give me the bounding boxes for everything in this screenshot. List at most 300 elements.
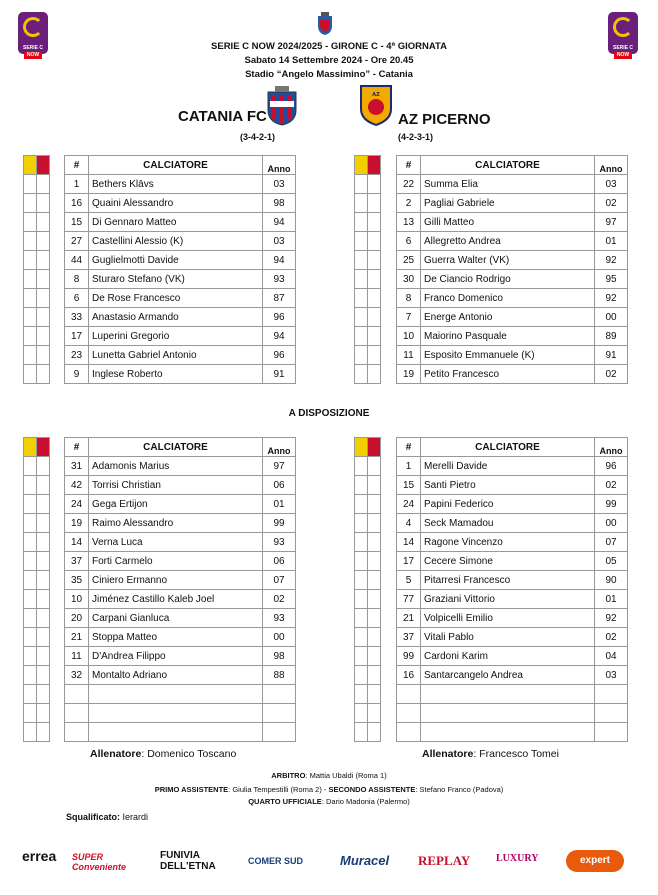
table-row: [65, 647, 296, 666]
yellow-card-cell: [355, 213, 368, 232]
player-number: 33: [65, 308, 89, 327]
yellow-card-cell: [355, 552, 368, 571]
yellow-card-cell: [24, 270, 37, 289]
player-number: 17: [397, 552, 421, 571]
yellow-card-cell: [24, 457, 37, 476]
player-number: 11: [65, 647, 89, 666]
player-name: Carpani Gianluca: [89, 609, 263, 628]
player-header: CALCIATORE: [421, 156, 595, 175]
player-year: 07: [263, 571, 296, 590]
player-name: [89, 723, 263, 742]
player-name: [421, 723, 595, 742]
player-name: Quaini Alessandro: [89, 194, 263, 213]
red-card-cell: [37, 327, 50, 346]
player-name: Jiménez Castillo Kaleb Joel: [89, 590, 263, 609]
red-card-cell: [37, 194, 50, 213]
player-year: 97: [595, 213, 628, 232]
home-coach-label: Allenatore: [90, 748, 142, 760]
player-year: 00: [263, 628, 296, 647]
player-name: Allegretto Andrea: [421, 232, 595, 251]
yellow-card-cell: [355, 628, 368, 647]
red-card-cell: [37, 251, 50, 270]
table-row: [65, 289, 296, 308]
card-row: [355, 628, 381, 647]
card-row: [355, 308, 381, 327]
player-number: 20: [65, 609, 89, 628]
player-name: Esposito Emmanuele (K): [421, 346, 595, 365]
player-year: 91: [595, 346, 628, 365]
player-year: 89: [595, 327, 628, 346]
yellow-card-cell: [355, 704, 368, 723]
player-year: 01: [263, 495, 296, 514]
card-row: [24, 175, 50, 194]
player-year: 92: [595, 289, 628, 308]
card-row: [24, 533, 50, 552]
yellow-card-icon: [355, 438, 368, 457]
table-row: [65, 270, 296, 289]
player-name: Petito Francesco: [421, 365, 595, 384]
table-row: [397, 552, 628, 571]
yellow-card-cell: [24, 533, 37, 552]
player-name: De Rose Francesco: [89, 289, 263, 308]
player-number: 37: [397, 628, 421, 647]
player-number: 16: [397, 666, 421, 685]
player-year: 99: [595, 495, 628, 514]
table-row: [65, 704, 296, 723]
table-row: [397, 289, 628, 308]
table-row: [397, 590, 628, 609]
num-header: #: [65, 438, 89, 457]
yellow-card-cell: [355, 457, 368, 476]
player-number: 42: [65, 476, 89, 495]
card-row: [355, 723, 381, 742]
table-row: [65, 514, 296, 533]
player-number: 13: [397, 213, 421, 232]
red-card-icon: [368, 438, 381, 457]
red-card-cell: [368, 533, 381, 552]
assistant2-name: Stefano Franco (Padova): [419, 785, 504, 794]
card-row: [355, 289, 381, 308]
player-number: 14: [397, 533, 421, 552]
player-number: 14: [65, 533, 89, 552]
red-card-cell: [368, 346, 381, 365]
suspended-label: Squalificato:: [66, 812, 121, 822]
player-name: Guglielmotti Davide: [89, 251, 263, 270]
yellow-card-cell: [24, 666, 37, 685]
player-number: 21: [397, 609, 421, 628]
card-row: [355, 571, 381, 590]
table-row: [397, 495, 628, 514]
home-subs-table: [64, 437, 296, 742]
player-year: 97: [263, 457, 296, 476]
player-name: Ragone Vincenzo: [421, 533, 595, 552]
player-year: [595, 685, 628, 704]
player-year: 01: [595, 590, 628, 609]
card-row: [24, 571, 50, 590]
yellow-card-cell: [24, 232, 37, 251]
card-row: [24, 438, 50, 457]
table-row: [397, 514, 628, 533]
player-number: 31: [65, 457, 89, 476]
card-row: [355, 647, 381, 666]
match-stadium: Stadio “Angelo Massimino” - Catania: [245, 69, 413, 80]
red-card-cell: [37, 213, 50, 232]
player-name: Gilli Matteo: [421, 213, 595, 232]
red-card-cell: [37, 685, 50, 704]
yellow-card-cell: [24, 175, 37, 194]
player-number: 10: [65, 590, 89, 609]
home-team-name: CATANIA FC: [178, 108, 267, 125]
player-year: 96: [595, 457, 628, 476]
home-formation: (3-4-2-1): [240, 132, 276, 142]
table-row: [65, 666, 296, 685]
red-card-cell: [368, 685, 381, 704]
yellow-card-cell: [355, 232, 368, 251]
table-row: [65, 723, 296, 742]
serie-c-logo-left: SERIE C NOW: [18, 12, 48, 54]
player-year: 94: [263, 213, 296, 232]
player-name: Montalto Adriano: [89, 666, 263, 685]
red-card-cell: [368, 213, 381, 232]
red-card-cell: [37, 289, 50, 308]
player-name: Inglese Roberto: [89, 365, 263, 384]
fourth-official-line: QUARTO UFFICIALE: Dario Madonia (Palermo): [248, 797, 410, 806]
red-card-cell: [37, 609, 50, 628]
player-name: Verna Luca: [89, 533, 263, 552]
yellow-card-cell: [355, 365, 368, 384]
red-card-cell: [37, 533, 50, 552]
player-number: 17: [65, 327, 89, 346]
yellow-card-cell: [24, 685, 37, 704]
player-year: 94: [263, 251, 296, 270]
player-name: Guerra Walter (VK): [421, 251, 595, 270]
table-row: [397, 571, 628, 590]
card-row: [24, 514, 50, 533]
card-row: [24, 365, 50, 384]
player-name: Di Gennaro Matteo: [89, 213, 263, 232]
player-year: [263, 723, 296, 742]
yellow-card-cell: [355, 647, 368, 666]
assistants-line: PRIMO ASSISTENTE: Giulia Tempestilli (Roma 2) - SECONDO ASSISTENTE: Stefano Franco (Padova): [154, 785, 504, 794]
table-row: [65, 552, 296, 571]
card-row: [355, 232, 381, 251]
red-card-cell: [37, 346, 50, 365]
table-row: [65, 232, 296, 251]
table-row: [65, 628, 296, 647]
player-name: Summa Elia: [421, 175, 595, 194]
player-number: 15: [65, 213, 89, 232]
player-year: 02: [595, 628, 628, 647]
card-row: [24, 704, 50, 723]
red-card-icon: [37, 156, 50, 175]
table-row: [397, 213, 628, 232]
player-number: 15: [397, 476, 421, 495]
yellow-card-cell: [355, 327, 368, 346]
red-card-cell: [368, 270, 381, 289]
yellow-card-cell: [24, 723, 37, 742]
player-number: [397, 723, 421, 742]
yellow-card-cell: [24, 590, 37, 609]
red-card-cell: [37, 365, 50, 384]
catania-crest-icon: [266, 86, 298, 126]
player-year: 99: [263, 514, 296, 533]
player-name: Lunetta Gabriel Antonio: [89, 346, 263, 365]
player-number: 4: [397, 514, 421, 533]
sponsor-muracel: Muracel: [340, 853, 390, 868]
player-year: 02: [263, 590, 296, 609]
red-card-cell: [37, 647, 50, 666]
player-year: 93: [263, 609, 296, 628]
red-card-cell: [368, 704, 381, 723]
card-row: [355, 327, 381, 346]
player-number: 19: [65, 514, 89, 533]
table-row: [397, 251, 628, 270]
card-row: [355, 514, 381, 533]
player-number: 25: [397, 251, 421, 270]
red-card-cell: [37, 704, 50, 723]
table-row: [397, 457, 628, 476]
yellow-card-cell: [355, 308, 368, 327]
table-row: [397, 647, 628, 666]
player-name: Sturaro Stefano (VK): [89, 270, 263, 289]
subs-title: A DISPOSIZIONE: [288, 408, 370, 419]
yellow-card-cell: [24, 251, 37, 270]
player-name: Castellini Alessio (K): [89, 232, 263, 251]
card-row: [355, 533, 381, 552]
card-row: [355, 438, 381, 457]
card-row: [24, 270, 50, 289]
red-card-cell: [37, 666, 50, 685]
player-year: 93: [263, 533, 296, 552]
player-name: Luperini Gregorio: [89, 327, 263, 346]
card-row: [355, 685, 381, 704]
player-name: Bethers Klāvs: [89, 175, 263, 194]
yellow-card-cell: [355, 723, 368, 742]
player-name: [421, 704, 595, 723]
table-row: [397, 609, 628, 628]
table-row: [397, 270, 628, 289]
table-row: [397, 476, 628, 495]
player-year: [263, 685, 296, 704]
player-name: Energe Antonio: [421, 308, 595, 327]
player-number: 23: [65, 346, 89, 365]
red-card-cell: [37, 476, 50, 495]
red-card-cell: [37, 514, 50, 533]
yellow-card-cell: [355, 495, 368, 514]
card-row: [24, 552, 50, 571]
card-row: [355, 552, 381, 571]
yellow-card-cell: [24, 213, 37, 232]
sponsor-replay: REPLAY: [418, 853, 471, 868]
away-subs-table: [396, 437, 628, 742]
player-name: [421, 685, 595, 704]
year-header: Anno: [595, 156, 628, 175]
player-year: 04: [595, 647, 628, 666]
player-number: 44: [65, 251, 89, 270]
card-row: [355, 156, 381, 175]
player-year: 96: [263, 346, 296, 365]
away-subs-cards: [354, 437, 381, 742]
yellow-card-cell: [24, 365, 37, 384]
player-number: 27: [65, 232, 89, 251]
svg-text:AZ: AZ: [372, 92, 380, 98]
match-title: SERIE C NOW 2024/2025 - GIRONE C - 4ª GIORNATA: [211, 41, 447, 52]
yellow-card-cell: [24, 571, 37, 590]
player-number: 16: [65, 194, 89, 213]
yellow-card-cell: [24, 628, 37, 647]
player-name: D'Andrea Filippo: [89, 647, 263, 666]
suspended-value: Ierardi: [122, 812, 149, 822]
player-header: CALCIATORE: [89, 438, 263, 457]
table-row: [397, 232, 628, 251]
table-row: [397, 175, 628, 194]
yellow-card-icon: [24, 438, 37, 457]
yellow-card-cell: [355, 609, 368, 628]
player-name: Franco Domenico: [421, 289, 595, 308]
table-row: [65, 685, 296, 704]
card-row: [24, 213, 50, 232]
player-name: Pitarresi Francesco: [421, 571, 595, 590]
red-card-cell: [368, 647, 381, 666]
sponsor-errea: errea: [22, 848, 57, 864]
table-row: [397, 533, 628, 552]
num-header: #: [397, 438, 421, 457]
card-row: [355, 590, 381, 609]
red-card-cell: [368, 289, 381, 308]
card-row: [24, 590, 50, 609]
player-year: [263, 704, 296, 723]
player-number: [65, 704, 89, 723]
card-row: [355, 251, 381, 270]
num-header: #: [397, 156, 421, 175]
match-datetime: Sabato 14 Settembre 2024 - Ore 20.45: [244, 55, 414, 66]
card-row: [355, 476, 381, 495]
player-year: 07: [595, 533, 628, 552]
card-row: [355, 609, 381, 628]
player-name: Torrisi Christian: [89, 476, 263, 495]
player-year: 91: [263, 365, 296, 384]
player-name: De Ciancio Rodrigo: [421, 270, 595, 289]
yellow-card-cell: [355, 175, 368, 194]
referee-line: ARBITRO: Mattia Ubaldi (Roma 1): [271, 771, 387, 780]
sponsor-superconveniente: SUPER Conveniente: [72, 852, 127, 872]
player-number: 5: [397, 571, 421, 590]
player-year: 05: [595, 552, 628, 571]
yellow-card-cell: [355, 194, 368, 213]
player-year: 92: [595, 609, 628, 628]
card-row: [355, 175, 381, 194]
away-coach-label: Allenatore: [422, 748, 474, 760]
player-header: CALCIATORE: [89, 156, 263, 175]
table-row: [397, 666, 628, 685]
table-row: [65, 327, 296, 346]
player-name: Cecere Simone: [421, 552, 595, 571]
card-row: [24, 289, 50, 308]
red-card-cell: [368, 495, 381, 514]
player-name: Raimo Alessandro: [89, 514, 263, 533]
card-row: [24, 457, 50, 476]
player-name: Anastasio Armando: [89, 308, 263, 327]
table-row: [397, 685, 628, 704]
yellow-card-cell: [355, 270, 368, 289]
red-card-cell: [368, 609, 381, 628]
card-row: [355, 346, 381, 365]
player-number: 35: [65, 571, 89, 590]
red-card-cell: [37, 175, 50, 194]
red-card-cell: [368, 251, 381, 270]
red-card-cell: [37, 552, 50, 571]
player-year: 88: [263, 666, 296, 685]
table-row: [397, 628, 628, 647]
red-card-cell: [368, 175, 381, 194]
yellow-card-cell: [355, 590, 368, 609]
yellow-card-cell: [24, 704, 37, 723]
player-number: 7: [397, 308, 421, 327]
player-number: [65, 723, 89, 742]
player-number: 24: [397, 495, 421, 514]
red-card-cell: [368, 308, 381, 327]
assistant1-name: Giulia Tempestilli (Roma 2): [232, 785, 322, 794]
sponsor-luxury: LUXURY: [496, 853, 539, 864]
home-starters-cards: [23, 155, 50, 384]
red-card-cell: [368, 457, 381, 476]
yellow-card-cell: [24, 346, 37, 365]
player-number: 1: [397, 457, 421, 476]
table-row: [65, 365, 296, 384]
red-card-cell: [37, 723, 50, 742]
card-row: [24, 723, 50, 742]
player-number: 30: [397, 270, 421, 289]
player-year: 01: [595, 232, 628, 251]
player-number: 77: [397, 590, 421, 609]
table-row: [397, 327, 628, 346]
player-year: [595, 704, 628, 723]
red-card-cell: [37, 457, 50, 476]
card-row: [355, 704, 381, 723]
player-name: Cardoni Karim: [421, 647, 595, 666]
red-card-cell: [368, 571, 381, 590]
red-card-cell: [368, 514, 381, 533]
red-card-cell: [37, 270, 50, 289]
player-name: Volpicelli Emilio: [421, 609, 595, 628]
player-number: 22: [397, 175, 421, 194]
yellow-card-cell: [24, 647, 37, 666]
player-year: 00: [595, 308, 628, 327]
player-year: 92: [595, 251, 628, 270]
table-row: [65, 571, 296, 590]
red-card-cell: [368, 552, 381, 571]
red-card-cell: [368, 232, 381, 251]
red-card-cell: [368, 476, 381, 495]
red-card-cell: [37, 495, 50, 514]
yellow-card-cell: [355, 289, 368, 308]
away-formation: (4-2-3-1): [398, 132, 434, 142]
card-row: [24, 327, 50, 346]
player-name: Pagliai Gabriele: [421, 194, 595, 213]
away-coach: Allenatore: Francesco Tomei: [422, 748, 559, 760]
card-row: [24, 495, 50, 514]
red-card-cell: [368, 327, 381, 346]
table-row: [397, 308, 628, 327]
red-card-cell: [37, 571, 50, 590]
table-row: [397, 194, 628, 213]
year-header: Anno: [595, 438, 628, 457]
player-year: 95: [595, 270, 628, 289]
player-year: 90: [595, 571, 628, 590]
player-year: 02: [595, 194, 628, 213]
red-card-cell: [368, 590, 381, 609]
table-row: [397, 346, 628, 365]
